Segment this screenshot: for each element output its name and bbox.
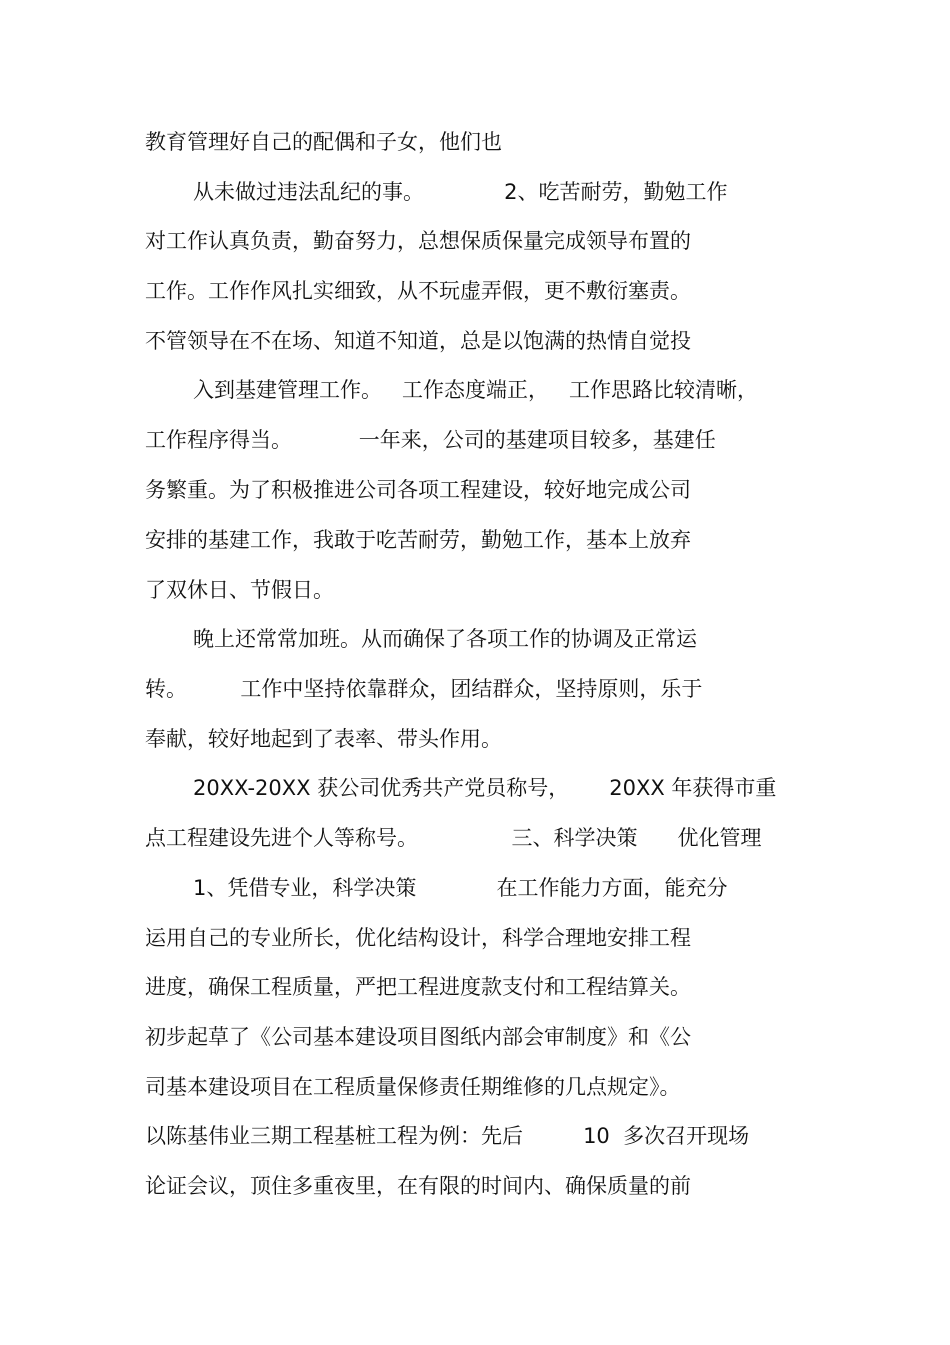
- text-line: 奉献，较好地起到了表率、带头作用。: [145, 727, 502, 751]
- text-line: 对工作认真负责，勤奋努力，总想保质保量完成领导布置的: [145, 229, 691, 253]
- text-line: 晚上还常常加班。从而确保了各项工作的协调及正常运: [193, 627, 697, 651]
- text-line: 教育管理好自己的配偶和子女，他们也: [145, 130, 502, 154]
- text-line: 进度，确保工程质量，严把工程进度款支付和工程结算关。: [145, 975, 691, 999]
- text-line: 20XX-20XX 获公司优秀共产党员称号， 20XX 年获得市重: [193, 776, 777, 800]
- text-line: 不管领导在不在场、知道不知道，总是以饱满的热情自觉投: [145, 329, 691, 353]
- text-line: 入到基建管理工作。 工作态度端正， 工作思路比较清晰，: [193, 378, 759, 402]
- text-line: 论证会议，顶住多重夜里，在有限的时间内、确保质量的前: [145, 1174, 691, 1198]
- text-line: 工作。工作作风扎实细致，从不玩虚弄假，更不敷衍塞责。: [145, 279, 691, 303]
- text-line: 初步起草了《公司基本建设项目图纸内部会审制度》和《公: [145, 1025, 691, 1049]
- text-line: 安排的基建工作，我敢于吃苦耐劳，勤勉工作，基本上放弃: [145, 528, 691, 552]
- text-line: 司基本建设项目在工程质量保修责任期维修的几点规定》。: [145, 1075, 681, 1099]
- text-line: 了双休日、节假日。: [145, 578, 334, 602]
- text-line: 以陈基伟业三期工程基桩工程为例：先后 10 多次召开现场: [145, 1124, 750, 1148]
- text-line: 从未做过违法乱纪的事。 2、吃苦耐劳，勤勉工作: [193, 180, 728, 204]
- text-line: 1、凭借专业，科学决策 在工作能力方面，能充分: [193, 876, 728, 900]
- text-line: 务繁重。为了积极推进公司各项工程建设，较好地完成公司: [145, 478, 691, 502]
- text-line: 工作程序得当。 一年来，公司的基建项目较多，基建任: [145, 428, 716, 452]
- text-line: 点工程建设先进个人等称号。 三、科学决策 优化管理: [145, 826, 762, 850]
- text-line: 转。 工作中坚持依靠群众，团结群众，坚持原则，乐于: [145, 677, 703, 701]
- text-line: 运用自己的专业所长，优化结构设计，科学合理地安排工程: [145, 926, 691, 950]
